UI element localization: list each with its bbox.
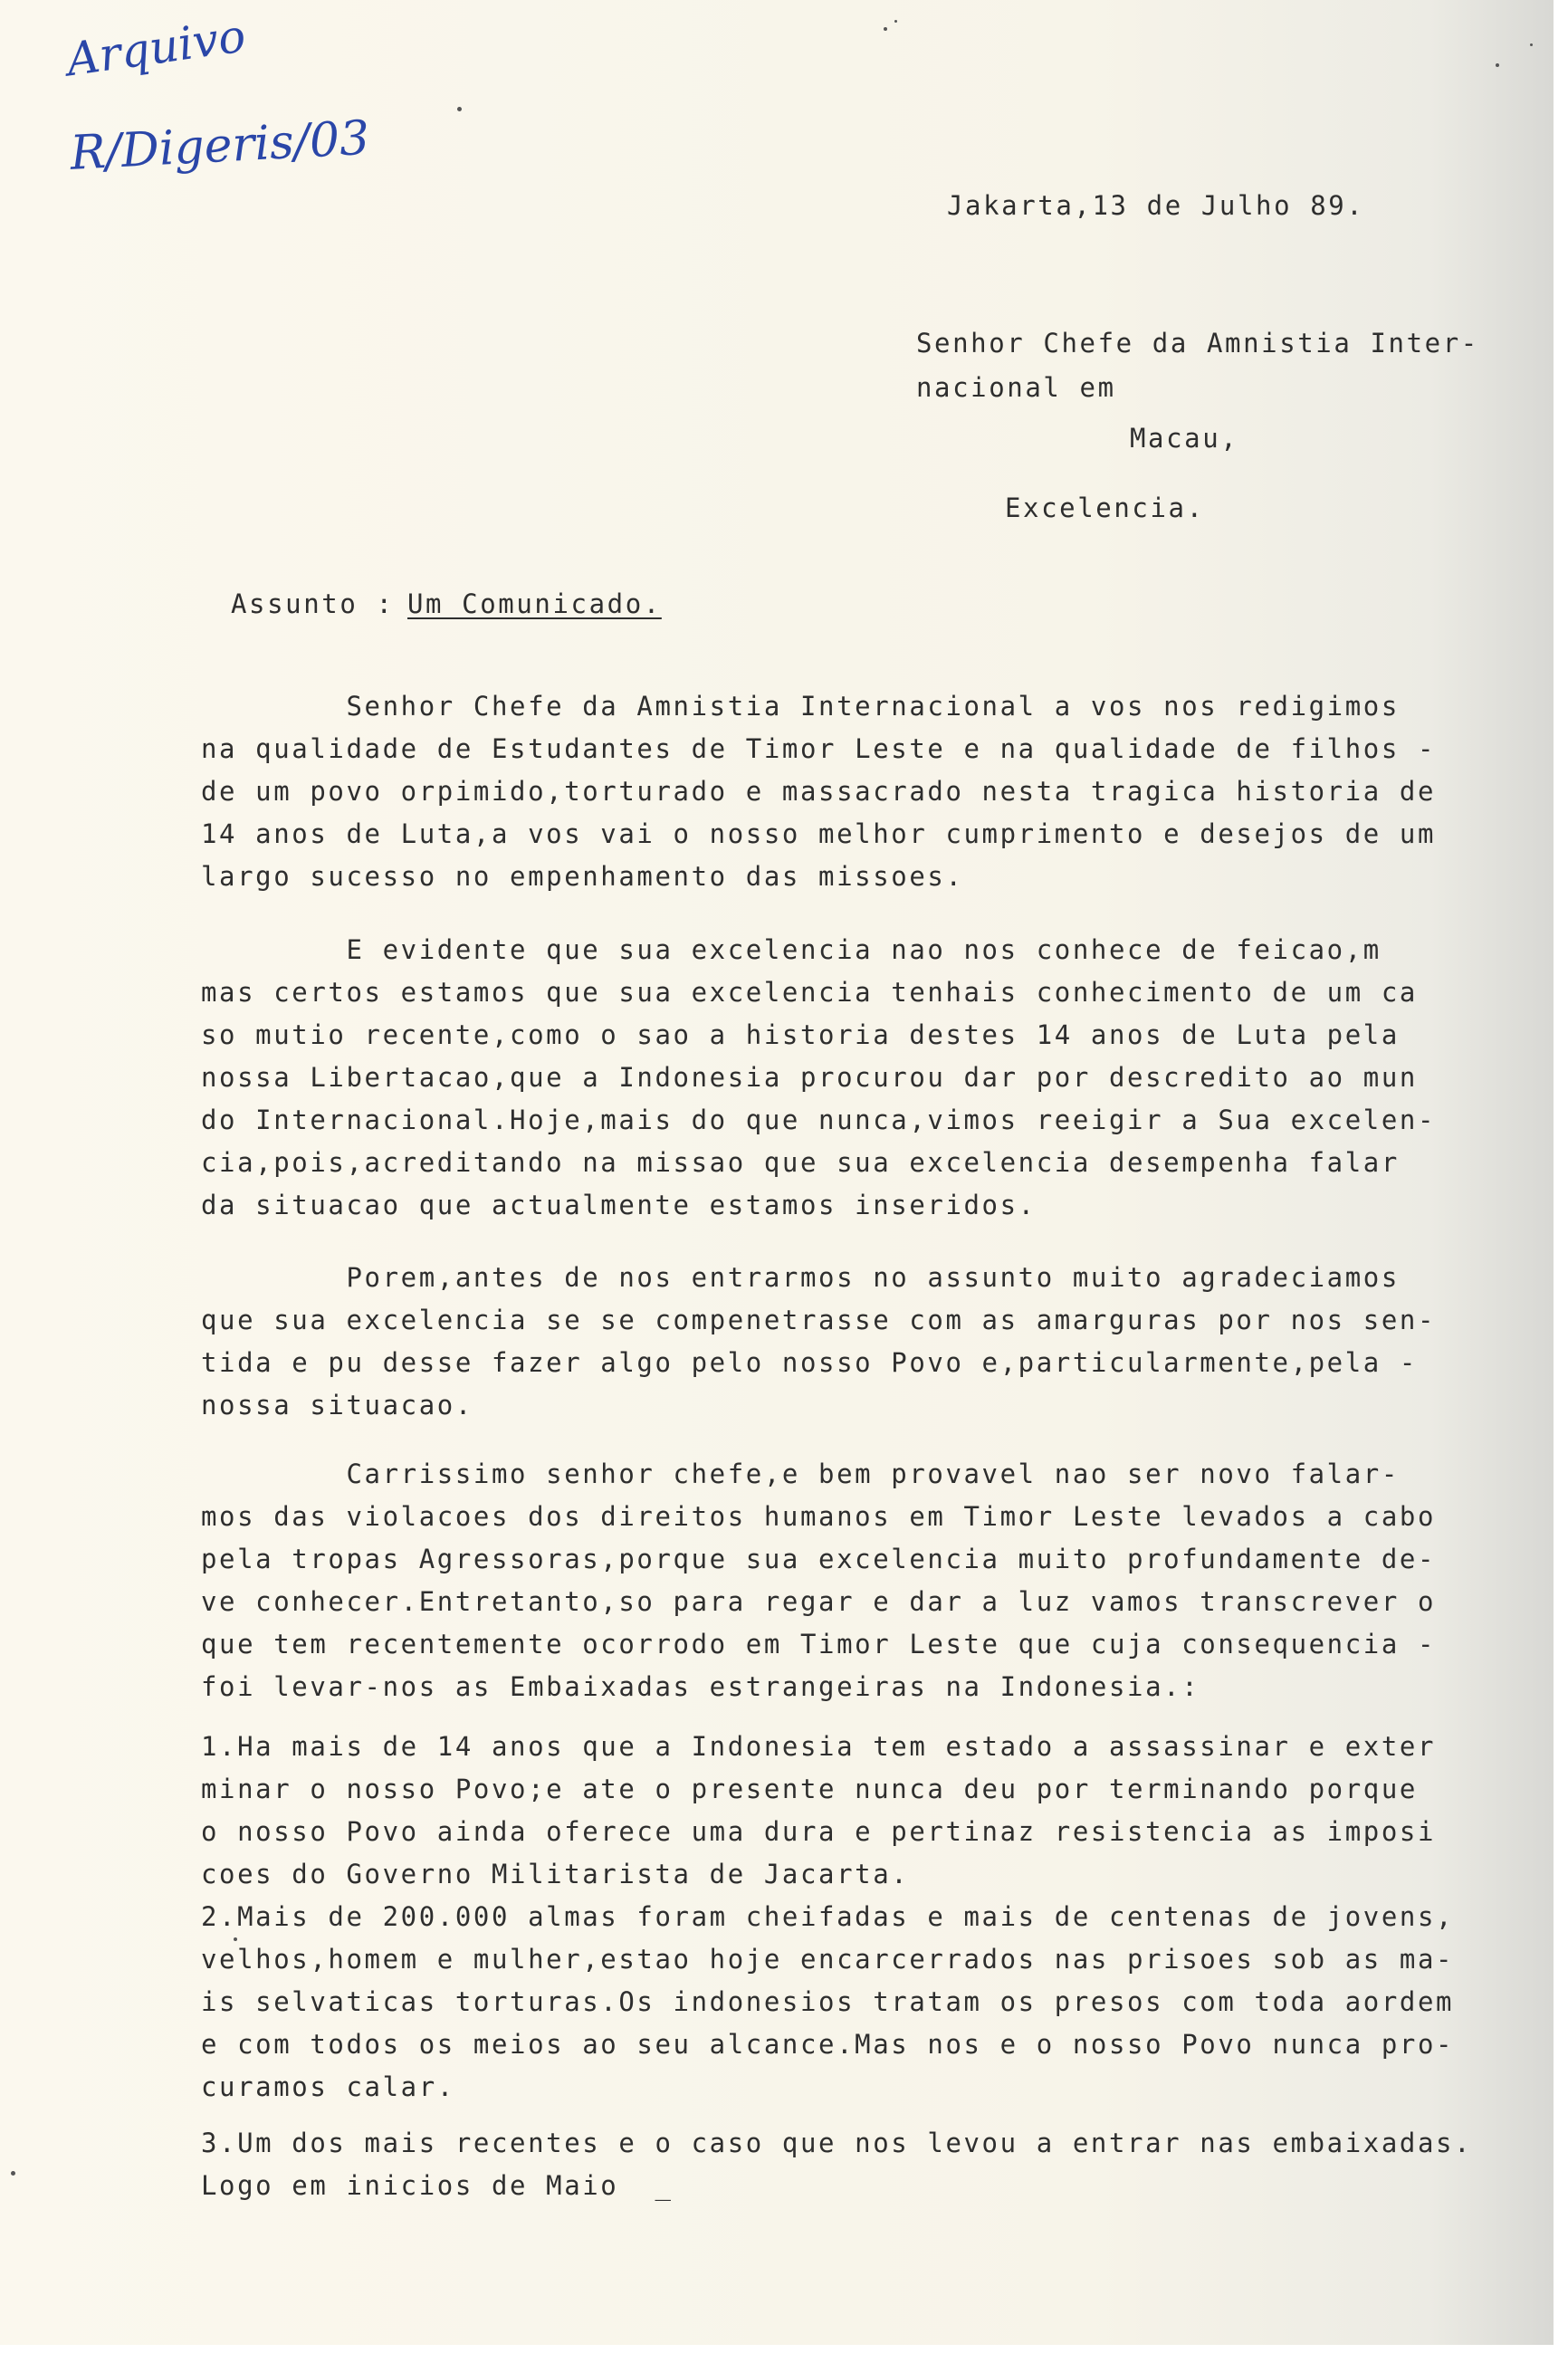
body-line: tida e pu desse fazer algo pelo nosso Povo e,particularmente,pela -: [201, 1347, 1418, 1378]
body-line: o nosso Povo ainda oferece uma dura e pertinaz resistencia as imposi: [201, 1816, 1437, 1847]
body-line: 3.Um dos mais recentes e o caso que nos levou a entrar nas embaixadas.: [201, 2128, 1473, 2158]
body-line: so mutio recente,como o sao a historia destes 14 anos de Luta pela: [201, 1019, 1400, 1050]
body-line: 2.Mais de 200.000 almas foram cheifadas e mais de centenas de jovens,: [201, 1901, 1455, 1932]
body-line: pela tropas Agressoras,porque sua excelencia muito profundamente de-: [201, 1544, 1437, 1574]
handwritten-signature: Arquivo: [63, 9, 249, 87]
body-line: cia,pois,acreditando na missao que sua excelencia desempenha falar: [201, 1147, 1400, 1178]
body-line: E evidente que sua excelencia nao nos conhece de feicao,m: [201, 934, 1382, 965]
body-line: Porem,antes de nos entrarmos no assunto muito agradeciamos: [201, 1262, 1400, 1293]
body-line: 1.Ha mais de 14 anos que a Indonesia tem estado a assassinar e exter: [201, 1731, 1437, 1762]
body-line: de um povo orpimido,torturado e massacrado nesta tragica historia de: [201, 776, 1437, 807]
body-line: velhos,homem e mulher,estao hoje encarcerrados nas prisoes sob as ma-: [201, 1944, 1455, 1975]
body-line: mas certos estamos que sua excelencia tenhais conhecimento de um ca: [201, 977, 1418, 1008]
body-line: mos das violacoes dos direitos humanos em Timor Leste levados a cabo: [201, 1501, 1437, 1532]
paper-speck: [11, 2171, 15, 2176]
paper-speck: [1496, 63, 1499, 67]
body-line: Carrissimo senhor chefe,e bem provavel nao ser novo falar-: [201, 1459, 1400, 1489]
salutation: Excelencia.: [1005, 493, 1205, 523]
subject-label: Assunto :: [231, 588, 395, 619]
body-line: nossa Libertacao,que a Indonesia procurou dar por descredito ao mun: [201, 1062, 1418, 1093]
body-line: largo sucesso no empenhamento das missoes.: [201, 861, 964, 892]
body-line: da situacao que actualmente estamos inseridos.: [201, 1190, 1037, 1220]
paper-speck: [884, 27, 887, 31]
handwritten-reference: R/Digeris/03: [69, 110, 371, 181]
body-line: foi levar-nos as Embaixadas estrangeiras na Indonesia.:: [201, 1671, 1200, 1702]
body-line: ve conhecer.Entretanto,so para regar e dar a luz vamos transcrever o: [201, 1586, 1437, 1617]
body-line: do Internacional.Hoje,mais do que nunca,vimos reeigir a Sua excelen-: [201, 1105, 1437, 1135]
body-line: coes do Governo Militarista de Jacarta.: [201, 1859, 910, 1889]
recipient-line: Macau,: [1130, 423, 1239, 454]
recipient-line: Senhor Chefe da Amnistia Inter-: [916, 328, 1479, 359]
body-line: 14 anos de Luta,a vos vai o nosso melhor cumprimento e desejos de um: [201, 818, 1437, 849]
body-line: Senhor Chefe da Amnistia Internacional a vos nos redigimos: [201, 691, 1400, 722]
body-line: is selvaticas torturas.Os indonesios tratam os presos com toda aordem: [201, 1986, 1455, 2017]
letter-date: Jakarta,13 de Julho 89.: [947, 190, 1365, 221]
body-line: na qualidade de Estudantes de Timor Leste e na qualidade de filhos -: [201, 733, 1437, 764]
body-line: e com todos os meios ao seu alcance.Mas nos e o nosso Povo nunca pro-: [201, 2029, 1455, 2060]
paper-speck: [234, 1937, 237, 1941]
body-line: curamos calar.: [201, 2071, 455, 2102]
body-line: nossa situacao.: [201, 1390, 473, 1420]
subject-title: Um Comunicado.: [407, 588, 662, 619]
paper-speck: [1530, 43, 1533, 46]
body-line: minar o nosso Povo;e ate o presente nunca deu por terminando porque: [201, 1774, 1418, 1804]
body-line: Logo em inicios de Maio _: [201, 2170, 674, 2201]
body-line: que sua excelencia se se compenetrasse com as amarguras por nos sen-: [201, 1305, 1437, 1335]
body-line: que tem recentemente ocorrodo em Timor Leste que cuja consequencia -: [201, 1629, 1437, 1660]
paper-speck: [894, 20, 897, 23]
recipient-line: nacional em: [916, 372, 1116, 403]
paper-speck: [457, 107, 462, 111]
